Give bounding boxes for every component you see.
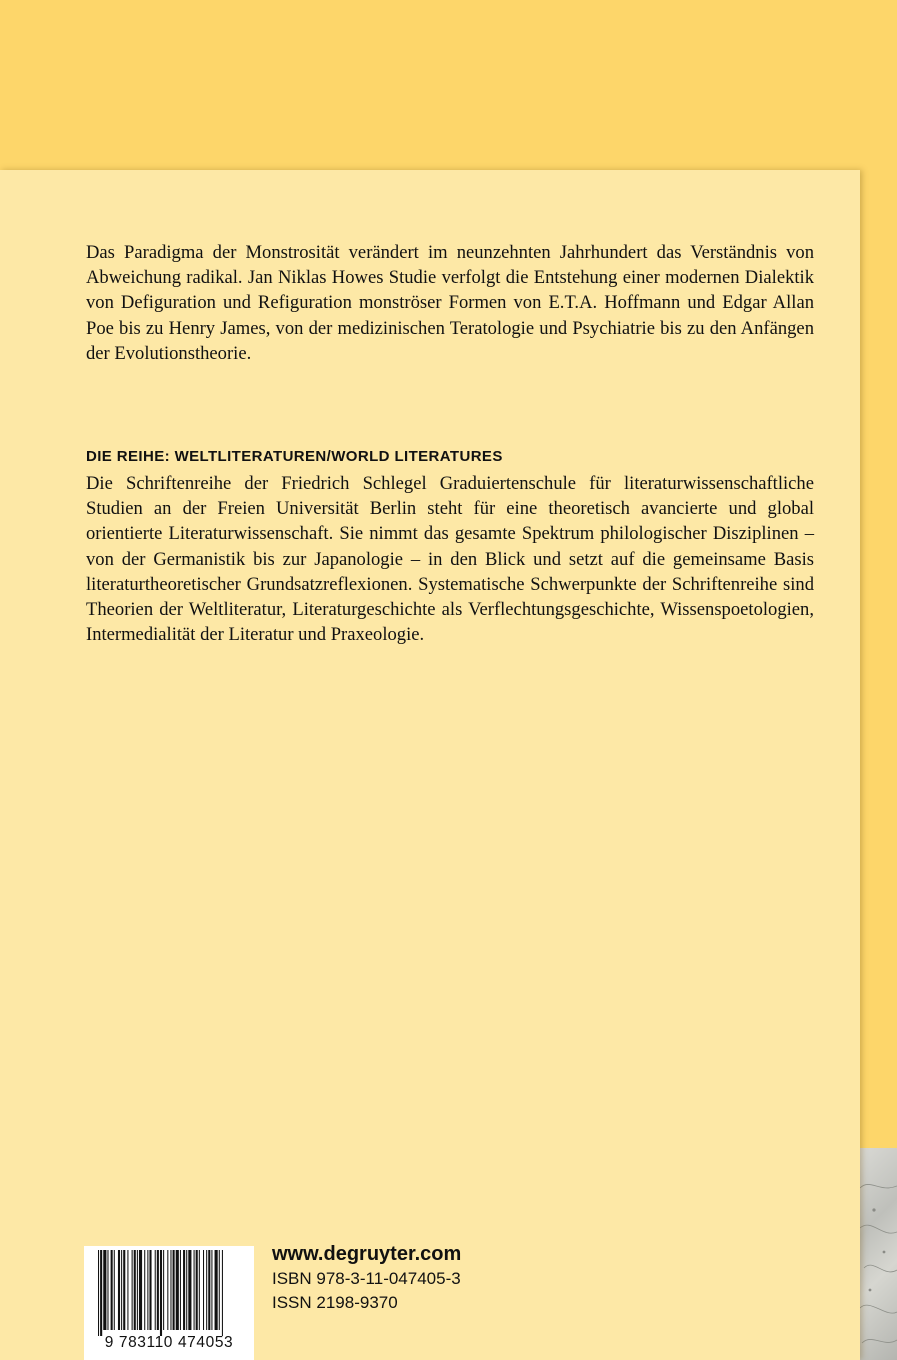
barcode-bar: [203, 1250, 204, 1330]
series-description: Die Schriftenreihe der Friedrich Schlegel Graduiertenschule für literaturwissenschaftliche Studien an der Freien Universität Berlin steht für eine theoretisch avancierte und global orientierte Literaturwissenschaft. Sie nimmt das gesamte Spektrum philologischer Disziplinen – von der Germanistik bis zur Japanologie – in den Blick und setzt auf die gemeinsame Basis literaturtheoretischer Grundsatzreflexionen. Systematische Schwerpunkte der Schriftenreihe sind Theorien der Weltliteratur, Literaturgeschichte als Verflechtungsgeschichte, Wissenspoetologien, Intermedialität der Literatur und Praxeologie.: [86, 473, 814, 646]
isbn-barcode: [84, 1246, 254, 1360]
barcode-bar: [211, 1250, 212, 1330]
barcode-bar: [160, 1250, 162, 1336]
barcode-bar: [134, 1250, 136, 1330]
barcode-bar: [155, 1250, 156, 1330]
barcode-bar: [222, 1250, 223, 1336]
barcode-bar: [121, 1250, 122, 1330]
barcode-bar: [206, 1250, 207, 1330]
publisher-url[interactable]: www.degruyter.com: [272, 1243, 462, 1265]
spine-map-strip: [860, 1148, 897, 1360]
barcode-bar: [123, 1250, 125, 1330]
barcode-bar: [186, 1250, 187, 1330]
barcode-bar: [173, 1250, 175, 1330]
barcode-bar: [98, 1250, 99, 1336]
barcode-bar: [137, 1250, 138, 1330]
barcode-bar: [194, 1250, 195, 1330]
barcode-bar: [167, 1250, 168, 1330]
barcode-bar: [157, 1250, 159, 1330]
barcode-bar: [147, 1250, 148, 1330]
barcode-bar: [183, 1250, 185, 1330]
barcode-bar: [114, 1250, 115, 1330]
barcode-bar: [103, 1250, 106, 1330]
barcode-bar: [196, 1250, 198, 1330]
barcode-bar: [163, 1250, 164, 1330]
barcode-bar: [176, 1250, 179, 1330]
issn-number: ISSN 2198-9370: [272, 1293, 398, 1312]
barcode-bar: [149, 1250, 151, 1330]
barcode-bar: [107, 1250, 108, 1330]
isbn-number: ISBN 978-3-11-047405-3: [272, 1269, 461, 1288]
barcode-bar: [180, 1250, 181, 1330]
barcode-bar: [188, 1250, 191, 1330]
barcode-bar: [100, 1250, 102, 1336]
barcode-bar: [144, 1250, 145, 1330]
barcode-bar: [127, 1250, 128, 1330]
publisher-info: [272, 1241, 461, 1315]
barcode-digits: 9 783110 474053: [104, 1334, 234, 1351]
barcode-bar: [219, 1250, 220, 1330]
barcode-bar: [215, 1250, 218, 1330]
series-heading: DIE REIHE: WELTLITERATUREN/WORLD LITERATURES: [86, 448, 503, 465]
barcode-bar: [111, 1250, 113, 1330]
barcode-bar: [199, 1250, 200, 1330]
barcode-bars: [84, 1246, 254, 1336]
barcode-bar: [170, 1250, 171, 1330]
barcode-bar: [208, 1250, 210, 1330]
barcode-bar: [139, 1250, 142, 1330]
book-blurb: Das Paradigma der Monstrosität verändert im neunzehnten Jahrhundert das Verständnis von Abweichung radikal. Jan Niklas Howes Studie verfolgt die Entstehung einer modernen Dialektik von Defiguration und Refiguration monströser Formen von E.T.A. Hoffmann und Edgar Allan Poe bis zu Henry James, von der medizinischen Teratologie und Psychiatrie bis zu den Anfängen der Evolutionstheorie.: [86, 242, 814, 364]
barcode-bar: [118, 1250, 120, 1330]
barcode-bar: [132, 1250, 133, 1330]
